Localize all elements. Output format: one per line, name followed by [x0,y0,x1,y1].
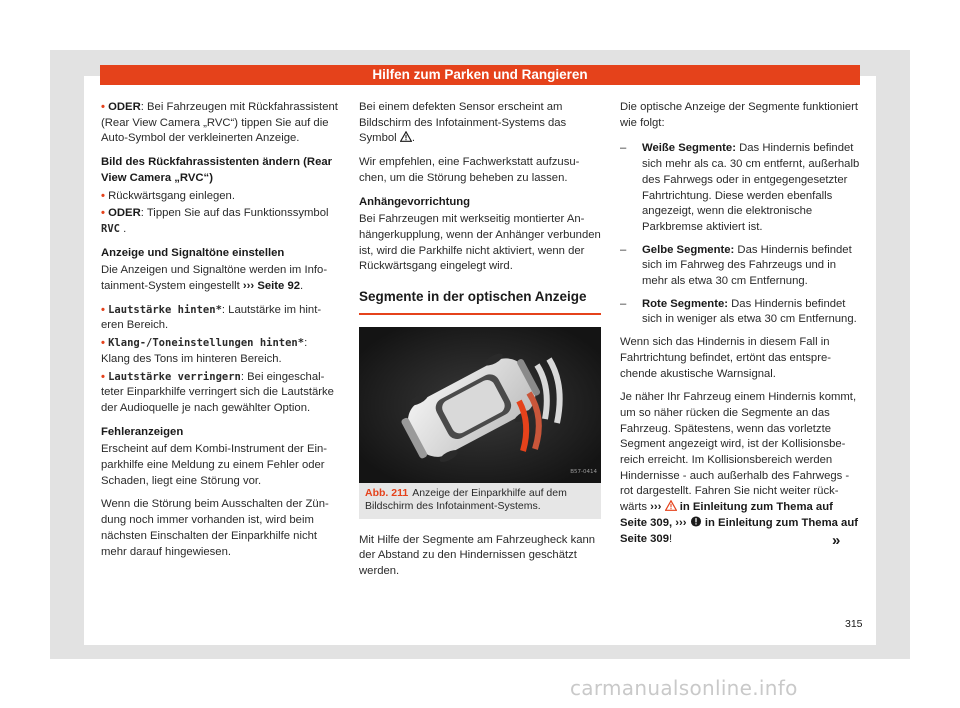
bullet-dot: • [101,370,105,383]
bullet-dot: • [101,207,105,220]
caption-number: Abb. 211 [365,486,409,499]
bullet-key: ODER [108,101,141,113]
reference-arrows: ››› [650,501,662,514]
bullet-reverse-gear [101,189,339,205]
paragraph-defective-sensor [359,100,601,147]
car-top-view-illustration [359,327,601,483]
figure-caption [359,483,601,519]
watermark: carmanualsonline.info [570,676,798,700]
segment-list [620,141,860,328]
segment-key: Weiße Segmente: [642,142,736,155]
section-divider [359,313,601,315]
segment-item [620,243,860,290]
bullet-volume-reduce [101,370,339,417]
paragraph-collision [620,390,860,547]
punctuation: . [411,132,415,145]
segment-text: Das Hindernis befindet sich in weniger als etwa 30 cm Entfernung. [642,297,857,326]
bullet-text: : Bei eingeschalteter Einparkhilfe verringert sich die Lautstärke der Audioquelle je nach gewählter Option. [101,370,334,414]
paragraph-settings [101,263,339,294]
paragraph-trailer: Bei Fahrzeugen mit werkseitig montierter Anhängerkupplung, wenn der Anhänger verbunden ist, wird die Parkhilfe nicht aktiviert, wenn der Rückwärtsgang eingelegt wird. [359,213,601,273]
segment-description [642,141,860,235]
bullet-text: Rückwärtsgang einlegen. [108,189,235,202]
segment-description [642,243,860,290]
segment-text: Das Hindernis befindet sich mehr als ca. 30 cm entfernt, außerhalb des Fahrwegs oder in entgegengesetzter Fahrtrichtung. Diese werden ebenfalls angezeigt, wenn die elektronische Parkbremse aktiviert ist. [642,142,860,233]
dash-marker: – [620,297,627,310]
paragraph-error: Erscheint auf dem Kombi-Instrument der Einparkhilfe eine Meldung zu einem Fehler oder Schaden, liegt eine Störung vor. [101,443,328,487]
warning-triangle-icon [400,131,412,142]
segment-text: Das Hindernis befindet sich im Fahrweg des Fahrzeugs und in mehr als etwa 30 cm Entfernung. [642,243,852,288]
bullet-text: : Klang des Tons im hinteren Bereich. [101,337,308,365]
bullet-volume-rear [101,303,339,334]
reference-arrows: ››› [675,516,687,529]
bullet-text: : Bei Fahrzeugen mit Rückfahrassistent (Rear View Camera „RVC“) tippen Sie auf die Auto-Symbol der verkleinerten Anzeige. [101,101,338,145]
caption-text: Anzeige der Einparkhilfe auf dem Bildschirm des Infotainment-Systems. [365,486,567,512]
section-title: Segmente in der optischen Anzeige [359,289,587,305]
bullet-text: : Lautstärke im hinteren Bereich. [101,303,322,332]
figure-code: B57-0414 [570,469,597,476]
punctuation: ! [669,532,673,545]
page-reference-link[interactable]: ››› Seite 92 [242,280,301,293]
bullet-text: : Tippen Sie auf das Funktionssymbol [140,207,329,220]
bullet-dot: • [101,101,105,113]
bullet-oder-rvc [101,100,339,147]
page-header: Hilfen zum Parken und Rangieren [100,65,860,85]
dash-marker: – [620,142,627,155]
heading-error-display: Fehleranzeigen [101,425,184,438]
segment-description [642,297,860,328]
paragraph-intro: Die optische Anzeige der Segmente funktioniert wie folgt: [620,101,859,129]
bullet-sound-rear [101,336,339,367]
segment-item [620,141,860,235]
dash-marker: – [620,243,627,256]
paragraph-direction: Wenn sich das Hindernis in diesem Fall in Fahrtrichtung befindet, ertönt das entsprechende akustische Warnsignal. [620,336,831,380]
heading-trailer: Anhängevorrichtung [359,195,471,208]
heading-rvc-image: Bild des Rückfahrassistenten ändern (Rear View Camera „RVC“) [101,156,333,184]
segment-key: Rote Segmente: [642,297,728,310]
segment-key: Gelbe Segmente: [642,243,735,256]
parking-display-figure [359,327,601,483]
punctuation: . [300,280,304,293]
paragraph-error-ignition: Wenn die Störung beim Ausschalten der Zündung noch immer vorhanden ist, wird beim nächsten Einschalten der Einparkhilfe nicht mehr darauf hingewiesen. [101,498,329,558]
bullet-dot: • [101,337,105,350]
paragraph-text: Je näher Ihr Fahrzeug einem Hindernis kommt, um so näher rücken die Segmente an das Fahrzeug. Spätestens, wenn das vorletzte Segment angezeigt wird, ist der Kollisionsbereich erreicht. Im Kollisionsbereich werden Hindernisse - auch außerhalb des Fahrwegs - rot dargestellt. Fahren Sie nicht weiter rückwärts [620,391,857,514]
paragraph-text: Die Anzeigen und Signaltöne werden im Infotainment-System eingestellt [101,264,328,293]
setting-name: Lautstärke hinten* [108,303,222,316]
bullet-key: ODER [108,207,141,220]
segment-item [620,297,860,328]
setting-name: Lautstärke verringern [108,370,241,383]
punctuation: , [669,516,673,529]
info-circle-icon [690,516,702,527]
reference-text: in Einleitung zum Thema auf Seite 309 [620,501,833,529]
paragraph-segments: Mit Hilfe der Segmente am Fahrzeugheck kann der Abstand zu den Hindernissen geschätzt werden. [359,533,596,578]
page-number: 315 [845,618,863,630]
heading-display-sounds: Anzeige und Signaltöne einstellen [101,246,285,259]
warning-triangle-icon [665,500,677,511]
paragraph-workshop: Wir empfehlen, eine Fachwerkstatt aufzusuchen, um die Störung beheben zu lassen. [359,156,580,184]
column-middle [359,100,601,588]
continue-marker: » [832,532,841,549]
setting-name: Klang-/Toneinstellungen hinten* [108,337,305,350]
bullet-dot: • [101,189,105,202]
bullet-oder-symbol [101,206,339,237]
column-left [101,100,339,568]
reference-text: in Einleitung zum Thema auf Seite 309 [620,516,859,545]
column-right [620,100,860,555]
rvc-symbol: RVC [101,222,120,235]
punctuation: . [123,222,127,235]
bullet-dot: • [101,303,105,316]
paragraph-text: Bei einem defekten Sensor erscheint am Bildschirm des Infotainment-Systems das Symbol [359,101,567,145]
